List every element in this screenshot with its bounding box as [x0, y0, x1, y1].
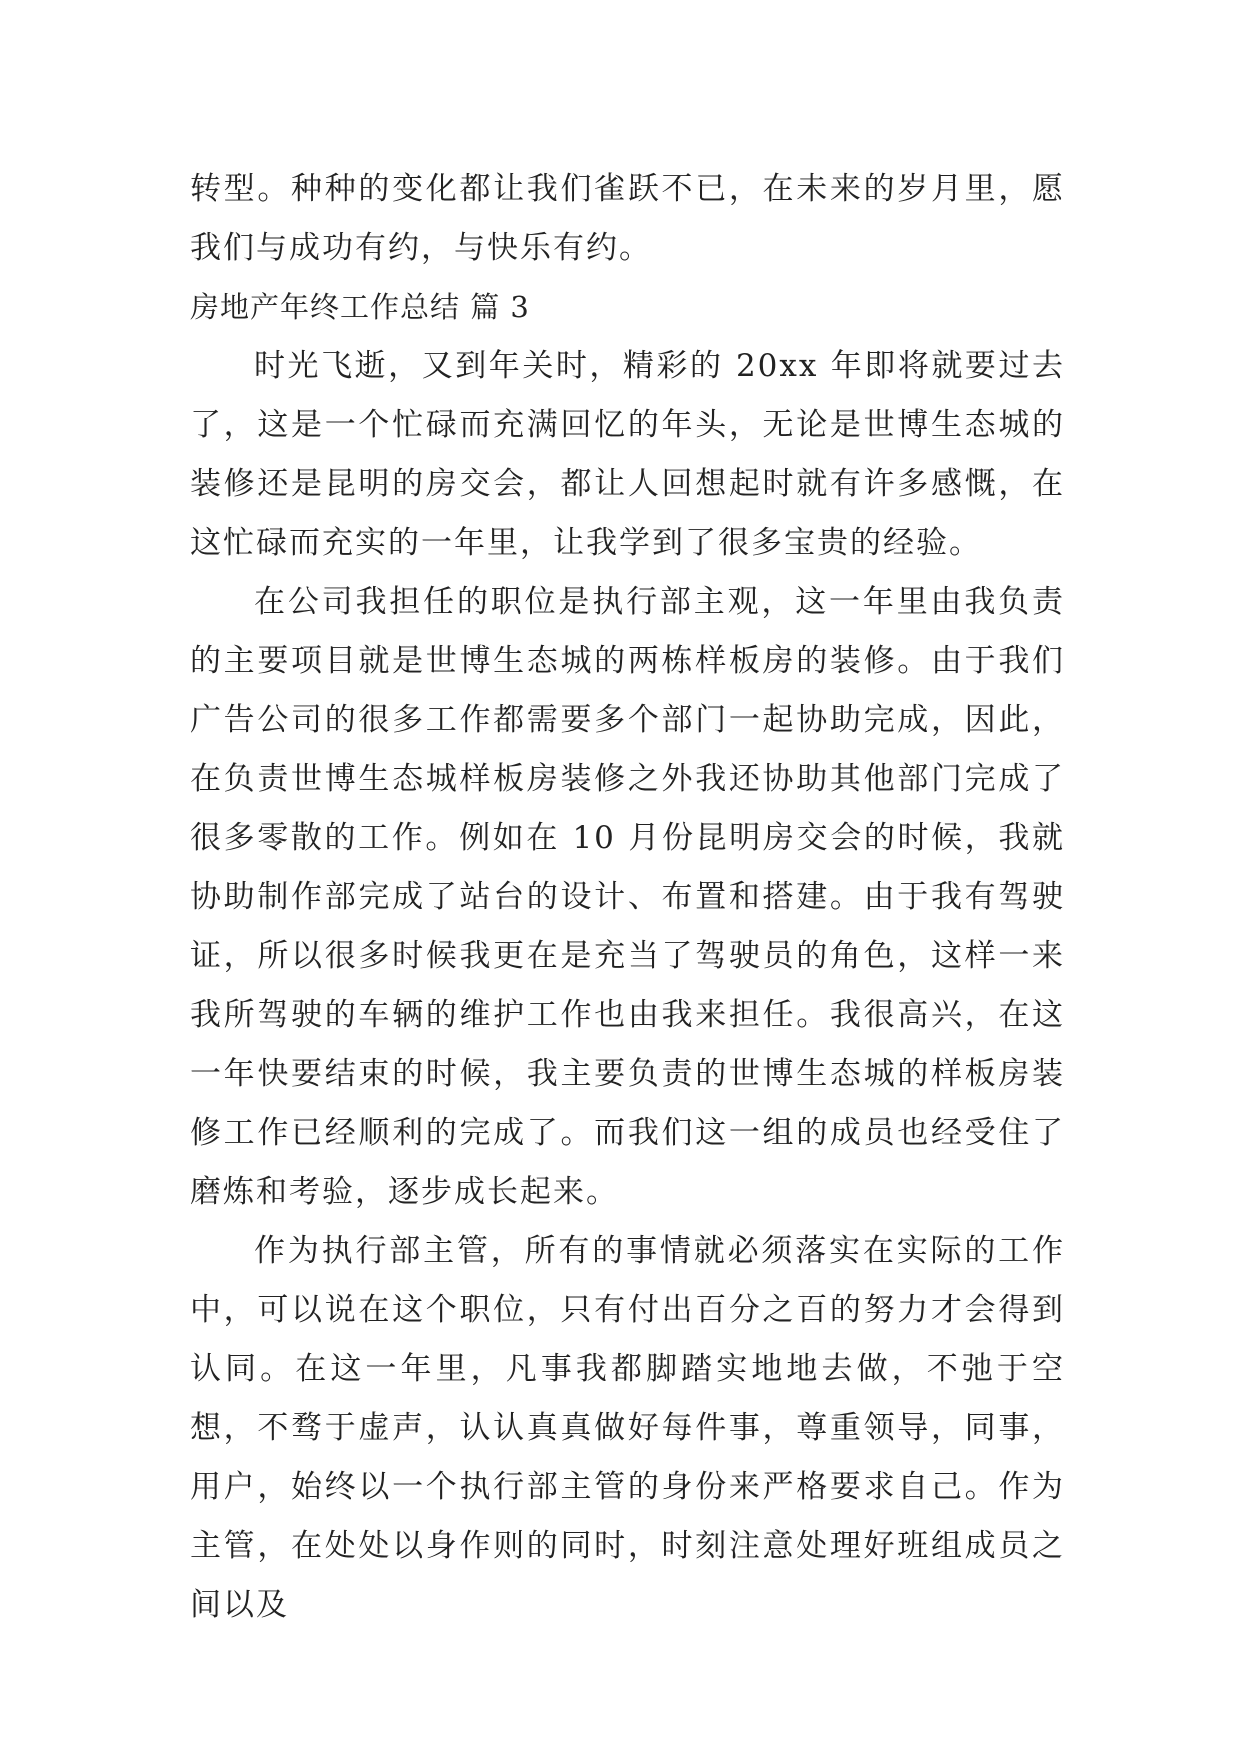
paragraph-2: 在公司我担任的职位是执行部主观，这一年里由我负责的主要项目就是世博生态城的两栋样板房的装修。由于我们广告公司的很多工作都需要多个部门一起协助完成，因此，在负责世博生态城样板房装修之外我还协助其他部门完成了很多零散的工作。例如在 10 月份昆明房交会的时候，我就协助制作部完成了站台的设计、布置和搭建。由于我有驾驶证，所以很多时候我更在是充当了驾驶员的角色，这样一来我所驾驶的车辆的维护工作也由我来担任。我很高兴，在这一年快要结束的时候，我主要负责的世博生态城的样板房装修工作已经顺利的完成了。而我们这一组的成员也经受住了磨炼和考验，逐步成长起来。 [190, 584, 1065, 1210]
section-heading: 房地产年终工作总结 篇 3 [190, 290, 530, 324]
continued-paragraph: 转型。种种的变化都让我们雀跃不已，在未来的岁月里，愿我们与成功有约，与快乐有约。 [190, 171, 1065, 266]
paragraph-1: 时光飞逝，又到年关时，精彩的 20xx 年即将就要过去了，这是一个忙碌而充满回忆的年头，无论是世博生态城的装修还是昆明的房交会，都让人回想起时就有许多感慨，在这忙碌而充实的一年里，让我学到了很多宝贵的经验。 [190, 348, 1065, 561]
paragraph-3: 作为执行部主管，所有的事情就必须落实在实际的工作中，可以说在这个职位，只有付出百分之百的努力才会得到认同。在这一年里，凡事我都脚踏实地地去做，不弛于空想，不骛于虚声，认认真真做好每件事，尊重领导，同事，用户，始终以一个执行部主管的身份来严格要求自己。作为主管，在处处以身作则的同时，时刻注意处理好班组成员之间以及 [190, 1233, 1065, 1623]
document-body [190, 160, 1065, 1635]
